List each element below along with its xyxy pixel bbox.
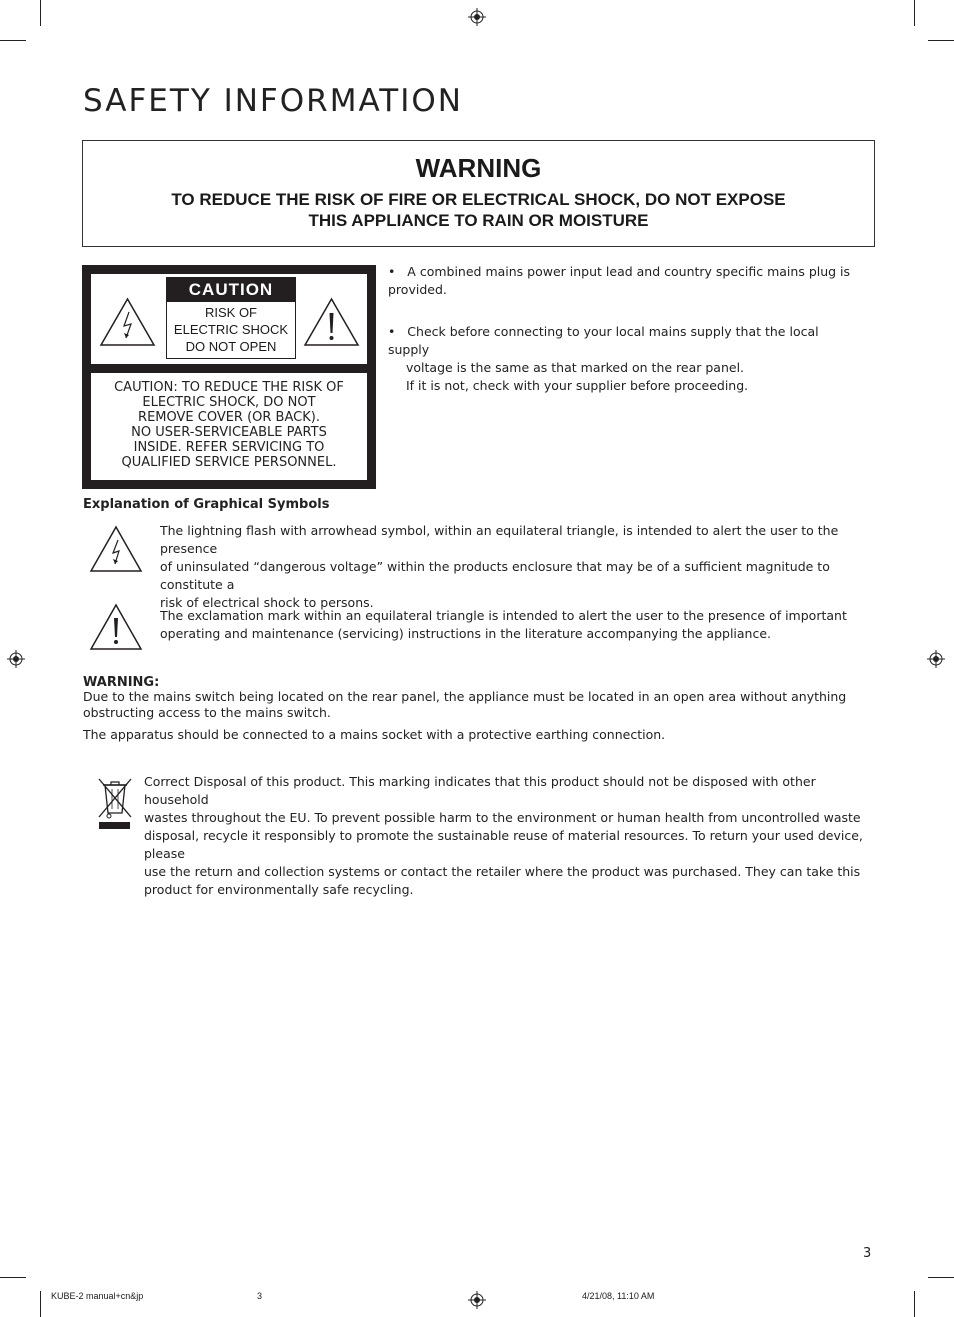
text-line: operating and maintenance (servicing) instructions in the literature accompanying the appliance.	[160, 626, 772, 641]
caution-notice-line: NO USER-SERVICEABLE PARTS	[131, 425, 327, 440]
footer-page: 3	[257, 1291, 263, 1301]
registration-mark-icon	[927, 650, 945, 668]
page-number: 3	[863, 1246, 872, 1261]
crop-mark	[40, 0, 41, 26]
lightning-triangle-icon	[89, 524, 143, 574]
symbols-heading: Explanation of Graphical Symbols	[83, 497, 330, 512]
caution-notice-line: REMOVE COVER (OR BACK).	[138, 410, 320, 425]
crop-mark	[928, 1277, 954, 1278]
bullet-item	[388, 323, 858, 395]
crop-mark	[0, 1277, 26, 1278]
crop-mark	[40, 1291, 41, 1317]
crop-mark	[0, 40, 26, 41]
crop-mark	[914, 1291, 915, 1317]
earthing-text: The apparatus should be connected to a mains socket with a protective earthing connection.	[83, 727, 666, 742]
footer-timestamp: 4/21/08, 11:10 AM	[582, 1291, 655, 1301]
crop-mark	[928, 40, 954, 41]
mains-warning-heading: WARNING:	[83, 675, 160, 690]
bullet-item	[388, 263, 858, 299]
caution-line: DO NOT OPEN	[185, 339, 277, 354]
text-line: wastes throughout the EU. To prevent possible harm to the environment or human health from uncontrolled waste	[144, 810, 861, 825]
lightning-explanation	[160, 522, 880, 612]
bullet-marker: •	[388, 324, 396, 339]
caution-notice-line: INSIDE. REFER SERVICING TO	[133, 440, 325, 455]
caution-label	[82, 265, 376, 489]
text-line: Due to the mains switch being located on the rear panel, the appliance must be located in an open area without anything	[83, 689, 847, 704]
caution-badge	[166, 277, 296, 359]
exclamation-triangle-icon	[303, 296, 360, 348]
bullet-line: If it is not, check with your supplier before proceeding.	[406, 378, 749, 393]
text-line: risk of electrical shock to persons.	[160, 595, 374, 610]
bullet-marker: •	[388, 264, 396, 279]
exclamation-explanation	[160, 607, 880, 643]
crossed-bin-icon	[96, 775, 134, 831]
text-line: The lightning flash with arrowhead symbol, within an equilateral triangle, is intended to alert the user to the presence	[160, 523, 839, 556]
caution-badge-text	[167, 304, 295, 355]
caution-top-panel	[91, 274, 367, 364]
bullet-line: voltage is the same as that marked on the rear panel.	[406, 360, 745, 375]
warning-subheading	[83, 189, 874, 231]
text-line: Correct Disposal of this product. This marking indicates that this product should not be disposed with other household	[144, 774, 816, 807]
registration-mark-icon	[7, 650, 25, 668]
text-line: The exclamation mark within an equilateral triangle is intended to alert the user to the presence of important	[160, 608, 847, 623]
text-line: obstructing access to the mains switch.	[83, 705, 331, 720]
text-line: disposal, recycle it responsibly to promote the sustainable reuse of material resources. To return your used device, please	[144, 828, 863, 861]
exclamation-triangle-icon	[89, 602, 143, 652]
bullet-line: provided.	[388, 282, 447, 297]
caution-header: CAUTION	[167, 278, 295, 302]
warning-line: THIS APPLIANCE TO RAIN OR MOISTURE	[308, 211, 649, 230]
text-line: of uninsulated “dangerous voltage” within the products enclosure that may be of a sufficient magnitude to constitute a	[160, 559, 830, 592]
disposal-text	[144, 773, 884, 899]
caution-line: ELECTRIC SHOCK	[173, 322, 289, 337]
caution-line: RISK OF	[204, 305, 257, 320]
mains-warning-text	[83, 689, 883, 721]
registration-mark-icon	[468, 8, 486, 26]
footer-file: KUBE-2 manual+cn&jp	[51, 1291, 144, 1301]
bullet-line: Check before connecting to your local mains supply that the local supply	[388, 324, 819, 357]
registration-mark-icon	[468, 1291, 486, 1309]
page-title: SAFETY INFORMATION	[83, 83, 463, 119]
text-line: use the return and collection systems or contact the retailer where the product was purchased. They can take this	[144, 864, 861, 879]
caution-notice-line: ELECTRIC SHOCK, DO NOT	[142, 395, 316, 410]
warning-line: TO REDUCE THE RISK OF FIRE OR ELECTRICAL SHOCK, DO NOT EXPOSE	[171, 190, 786, 209]
warning-box	[82, 140, 875, 247]
lightning-triangle-icon	[99, 296, 156, 348]
bullet-line: A combined mains power input lead and country specific mains plug is	[407, 264, 851, 279]
text-line: product for environmentally safe recycling.	[144, 882, 414, 897]
caution-notice	[91, 373, 367, 470]
caution-notice-panel	[91, 373, 367, 480]
warning-heading: WARNING	[415, 153, 542, 183]
crop-mark	[914, 0, 915, 26]
caution-notice-line: CAUTION: TO REDUCE THE RISK OF	[114, 380, 344, 395]
caution-notice-line: QUALIFIED SERVICE PERSONNEL.	[121, 455, 337, 470]
